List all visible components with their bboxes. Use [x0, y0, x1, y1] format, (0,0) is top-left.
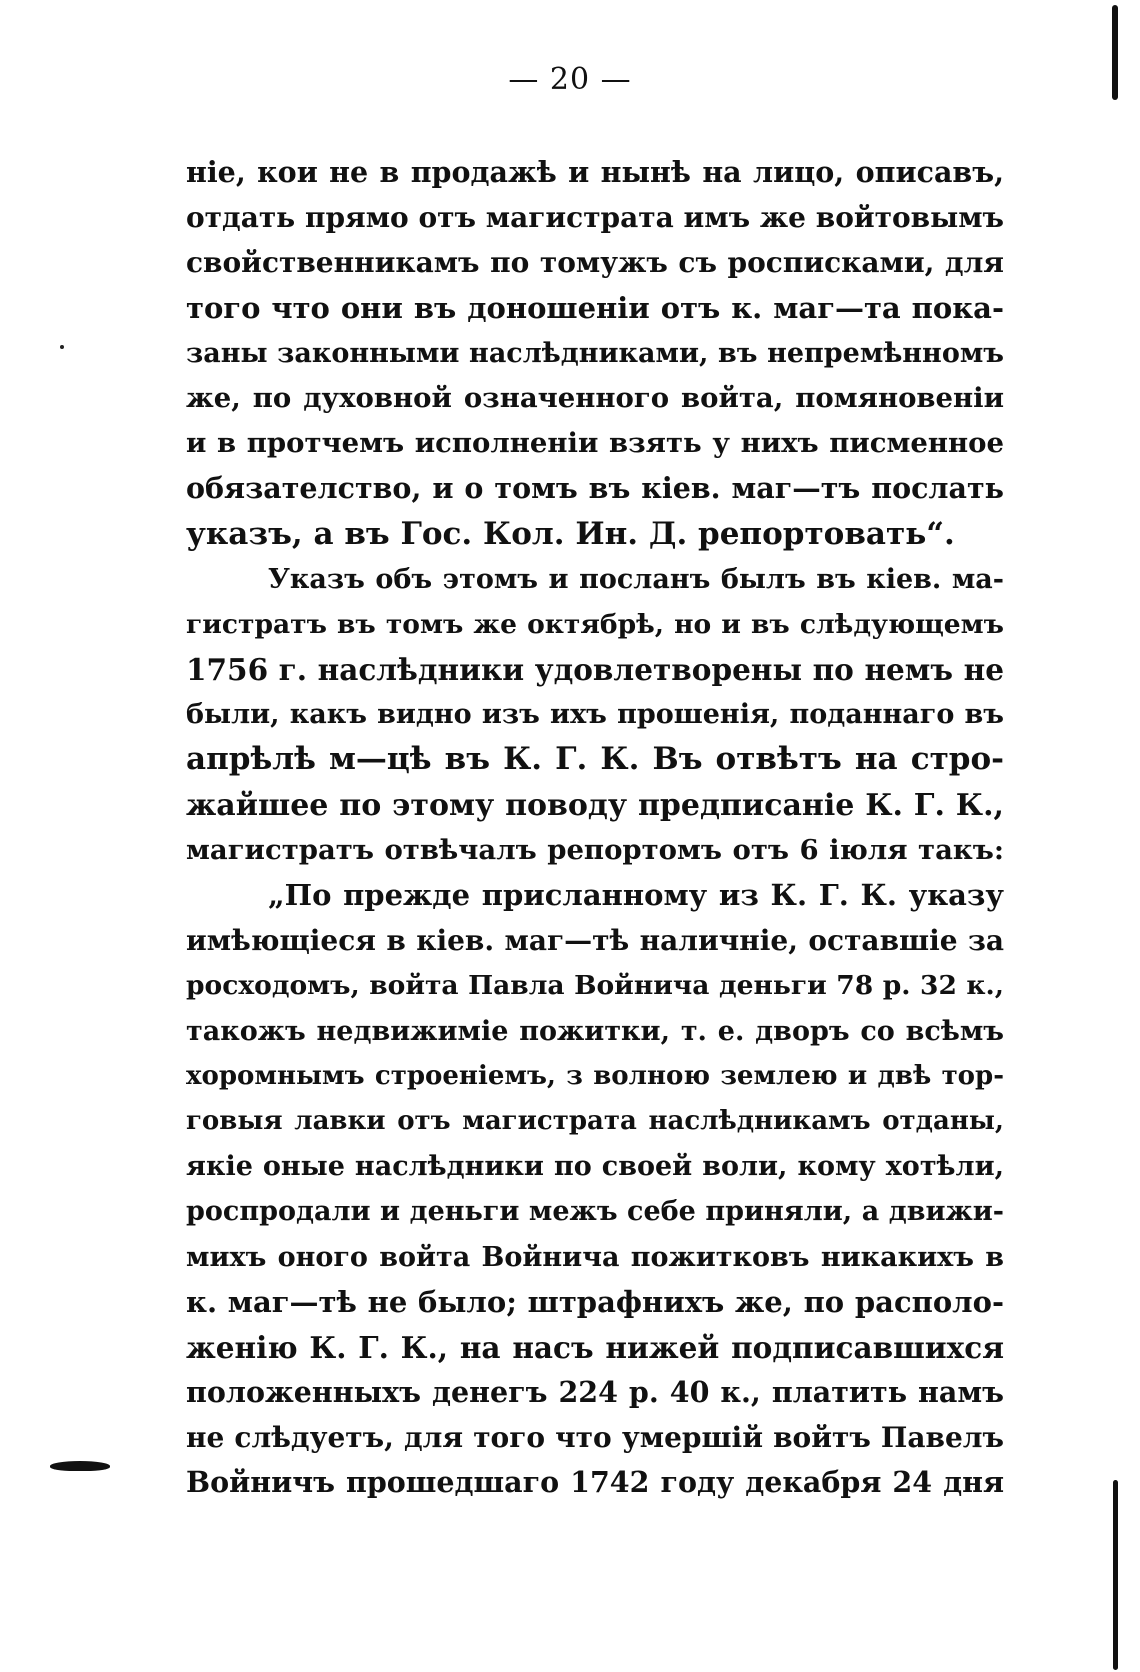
text-line: не слѣдуетъ, для того что умершій войтъ Павелъ: [186, 1421, 1004, 1455]
text-line: Указъ объ этомъ и посланъ былъ въ кіев. ма-: [268, 563, 1004, 595]
text-line: женію К. Г. К., на насъ нижей подписавшихся: [186, 1329, 1004, 1365]
text-line: апрѣлѣ м—цѣ въ К. Г. К. Въ отвѣтъ на стро-: [186, 741, 1004, 778]
text-line: „По прежде присланному из К. Г. К. указу: [268, 878, 1004, 912]
text-line: и в протчемъ исполненіи взять у нихъ писменное: [186, 427, 1004, 460]
text-line: имѣющіеся в кіев. маг—тѣ наличніе, оставшіе за: [186, 924, 1004, 958]
scan-speck: [60, 345, 64, 349]
text-line: михъ оного войта Войнича пожитковъ никакихъ в: [186, 1241, 1004, 1273]
text-line: обязателство, и о томъ въ кіев. маг—тъ послать: [186, 471, 1004, 506]
text-line: жайшее по этому поводу предписаніе К. Г. К.,: [186, 787, 1004, 823]
scan-margin-mark: [50, 1461, 110, 1471]
page-number: — 20 —: [508, 62, 632, 97]
text-line: же, по духовной означенного войта, помяновеніи: [186, 381, 1004, 414]
text-line: якіе оные наслѣдники по своей воли, кому хотѣли,: [186, 1151, 1004, 1183]
text-line: положенныхъ денегъ 224 р. 40 к., платить намъ: [186, 1375, 1004, 1410]
text-line: такожъ недвижиміе пожитки, т. е. дворъ со всѣмъ: [186, 1015, 1004, 1047]
text-line: указъ, а въ Гос. Кол. Ин. Д. репортовать“.: [186, 515, 955, 552]
text-line: свойственникамъ по томужъ съ росписками, для: [186, 246, 1004, 280]
text-line: к. маг—тѣ не было; штрафнихъ же, по располо-: [186, 1284, 1004, 1319]
text-line: того что они въ доношеніи отъ к. маг—та пока-: [186, 290, 1004, 325]
text-line: ніе, кои не в продажѣ и нынѣ на лицо, описавъ,: [186, 155, 1004, 189]
text-line: были, какъ видно изъ ихъ прошенія, поданнаго въ: [186, 699, 1004, 731]
text-line: роспродали и деньги межъ себе приняли, а движи-: [186, 1196, 1004, 1228]
text-line: заны законными наслѣдниками, въ непремѣнномъ: [186, 337, 1004, 369]
text-line: говыя лавки отъ магистрата наслѣдникамъ отданы,: [186, 1105, 1004, 1136]
text-line: гистратъ въ томъ же октябрѣ, но и въ слѣдующемъ: [186, 608, 1004, 640]
body-text: [186, 150, 1004, 1506]
text-line: росходомъ, войта Павла Войнича деньги 78 р. 32 к.,: [186, 970, 1004, 1002]
text-line: 1756 г. наслѣдники удовлетворены по немъ не: [186, 652, 1004, 688]
text-line: Войничъ прошедшаго 1742 году декабря 24 дня: [186, 1465, 1004, 1500]
scan-edge-line-bottom: [1113, 1480, 1118, 1670]
text-line: отдать прямо отъ магистрата имъ же войтовымъ: [186, 201, 1004, 235]
text-line: магистратъ отвѣчалъ репортомъ отъ 6 іюля такъ:: [186, 833, 1004, 866]
text-line: хоромнымъ строеніемъ, з волною землею и двѣ тор-: [186, 1060, 1004, 1091]
